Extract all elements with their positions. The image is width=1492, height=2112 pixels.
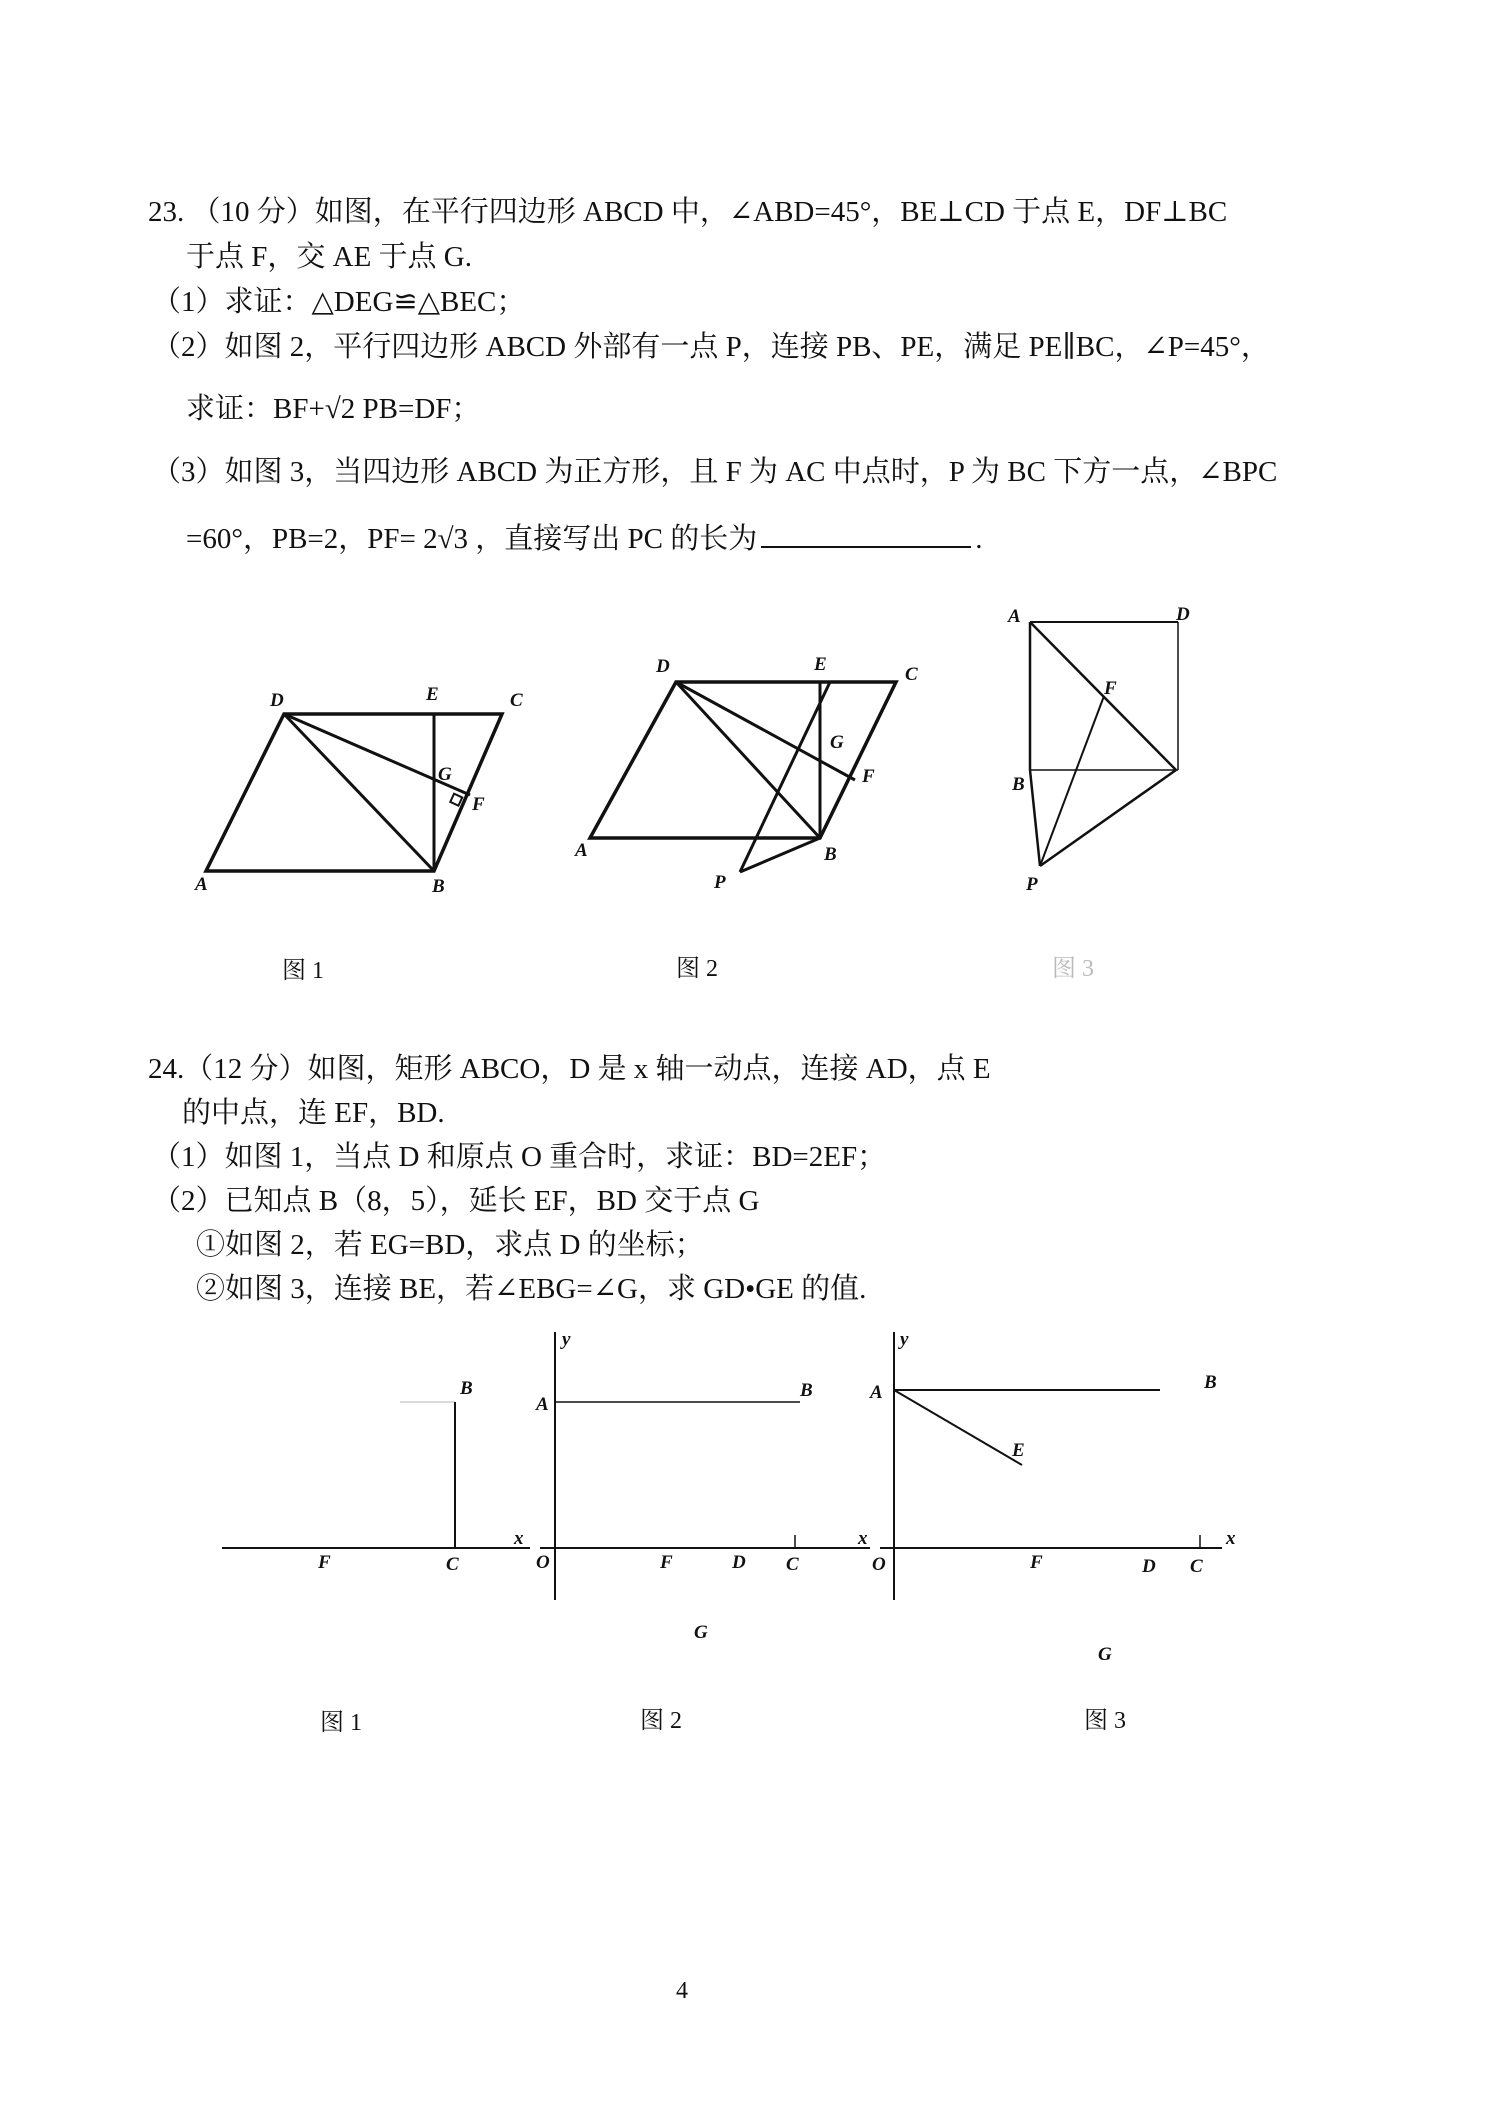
fig2-label-c: C — [905, 664, 918, 685]
q24-fig2-label-o: O — [536, 1552, 550, 1573]
fig3-label-d: D — [1176, 604, 1190, 625]
fig1-label-e: E — [426, 684, 439, 705]
fig2-label-g: G — [830, 732, 844, 753]
q24-fig3-label-y: y — [900, 1329, 909, 1350]
q23-caption-fig2: 图 2 — [676, 956, 718, 982]
q23-fig1 — [194, 684, 523, 897]
q23-part-2-prove: 求证：BF+√2 PB=DF； — [186, 393, 481, 425]
fig3-label-p: P — [1026, 874, 1038, 895]
q24-fig1-label-b: B — [460, 1378, 473, 1399]
q24-fig3-label-g: G — [1098, 1644, 1112, 1665]
q23-caption-fig3: 图 3 — [1052, 956, 1094, 982]
q24-fig1-label-x: x — [514, 1528, 524, 1549]
fig3-label-a: A — [1008, 606, 1021, 627]
q23-fig2 — [574, 654, 918, 893]
q24-fig2-label-g: G — [694, 1622, 708, 1643]
q23-line-2: 于点 F，交 AE 于点 G. — [186, 241, 472, 273]
q24-fig3-label-e: E — [1012, 1440, 1025, 1461]
q24-fig3 — [869, 1329, 1236, 1665]
q24-fig2 — [535, 1329, 870, 1643]
q24-fig2-label-f: F — [660, 1552, 673, 1573]
fig2-label-e: E — [814, 654, 827, 675]
q24-line-2: 的中点，连 EF，BD. — [182, 1097, 445, 1129]
q24-line-1: 24.（12 分）如图，矩形 ABCO，D 是 x 轴一动点，连接 AD，点 E — [148, 1053, 991, 1085]
q24-fig3-label-a: A — [870, 1382, 883, 1403]
q24-fig2-label-y: y — [562, 1329, 571, 1350]
fig2-label-d: D — [656, 656, 670, 677]
fig1-label-d: D — [270, 690, 284, 711]
fig3-label-f: F — [1104, 678, 1117, 699]
q24-fig1 — [222, 1378, 530, 1575]
fig1-label-c: C — [510, 690, 523, 711]
q23-part-2: （2）如图 2，平行四边形 ABCD 外部有一点 P，连接 PB、PE，满足 PE∥BC，∠P=45°， — [152, 331, 1270, 363]
q23-part-3-end: . — [975, 523, 983, 555]
page-number: 4 — [676, 1978, 688, 2004]
q24-fig3-label-f: F — [1030, 1552, 1043, 1573]
fig2-label-f: F — [862, 766, 875, 787]
q24-part-1: （1）如图 1，当点 D 和原点 O 重合时，求证：BD=2EF； — [152, 1141, 887, 1173]
q23-part-3-text: =60°，PB=2，PF= 2√3 ，直接写出 PC 的长为 — [186, 523, 758, 555]
q24-fig2-label-a: A — [536, 1394, 549, 1415]
q24-fig2-label-x: x — [858, 1528, 868, 1549]
q23-part-1: （1）求证：△DEG≌△BEC； — [152, 286, 526, 318]
q24-fig1-label-c: C — [446, 1554, 459, 1575]
fig1-label-a: A — [195, 874, 208, 895]
q24-part-2-1: ①如图 2，若 EG=BD，求点 D 的坐标； — [196, 1229, 704, 1261]
q24-part-2: （2）已知点 B（8，5），延长 EF，BD 交于点 G — [152, 1185, 760, 1217]
q24-fig3-label-o: O — [872, 1554, 886, 1575]
q23-fig3 — [1007, 604, 1190, 895]
q24-fig3-label-c: C — [1190, 1556, 1203, 1577]
fig2-label-b: B — [824, 844, 837, 865]
fig2-label-a: A — [575, 840, 588, 861]
q24-fig2-label-b: B — [800, 1380, 813, 1401]
q24-caption-fig3: 图 3 — [1084, 1708, 1126, 1734]
q23-line-1: 23. （10 分）如图，在平行四边形 ABCD 中，∠ABD=45°，BE⊥CD 于点 E，DF⊥BC — [148, 196, 1228, 228]
q24-fig3-label-b: B — [1204, 1372, 1217, 1393]
q24-fig3-label-x: x — [1226, 1528, 1236, 1549]
fig2-label-p: P — [714, 872, 726, 893]
fig1-label-g: G — [438, 764, 452, 785]
q24-caption-fig1: 图 1 — [320, 1710, 362, 1736]
q23-part-3: （3）如图 3，当四边形 ABCD 为正方形，且 F 为 AC 中点时，P 为 BC 下方一点，∠BPC — [152, 456, 1278, 488]
q23-caption-fig1: 图 1 — [282, 958, 324, 984]
fig1-label-b: B — [432, 876, 445, 897]
q24-part-2-2: ②如图 3，连接 BE，若∠EBG=∠G，求 GD•GE 的值. — [196, 1273, 867, 1305]
q24-fig2-label-c: C — [786, 1554, 799, 1575]
fig1-label-f: F — [472, 794, 485, 815]
q24-caption-fig2: 图 2 — [640, 1708, 682, 1734]
q24-fig2-label-d: D — [732, 1552, 746, 1573]
q24-fig3-label-d: D — [1142, 1556, 1156, 1577]
fig3-label-b: B — [1012, 774, 1025, 795]
q24-fig1-label-f: F — [318, 1552, 331, 1573]
